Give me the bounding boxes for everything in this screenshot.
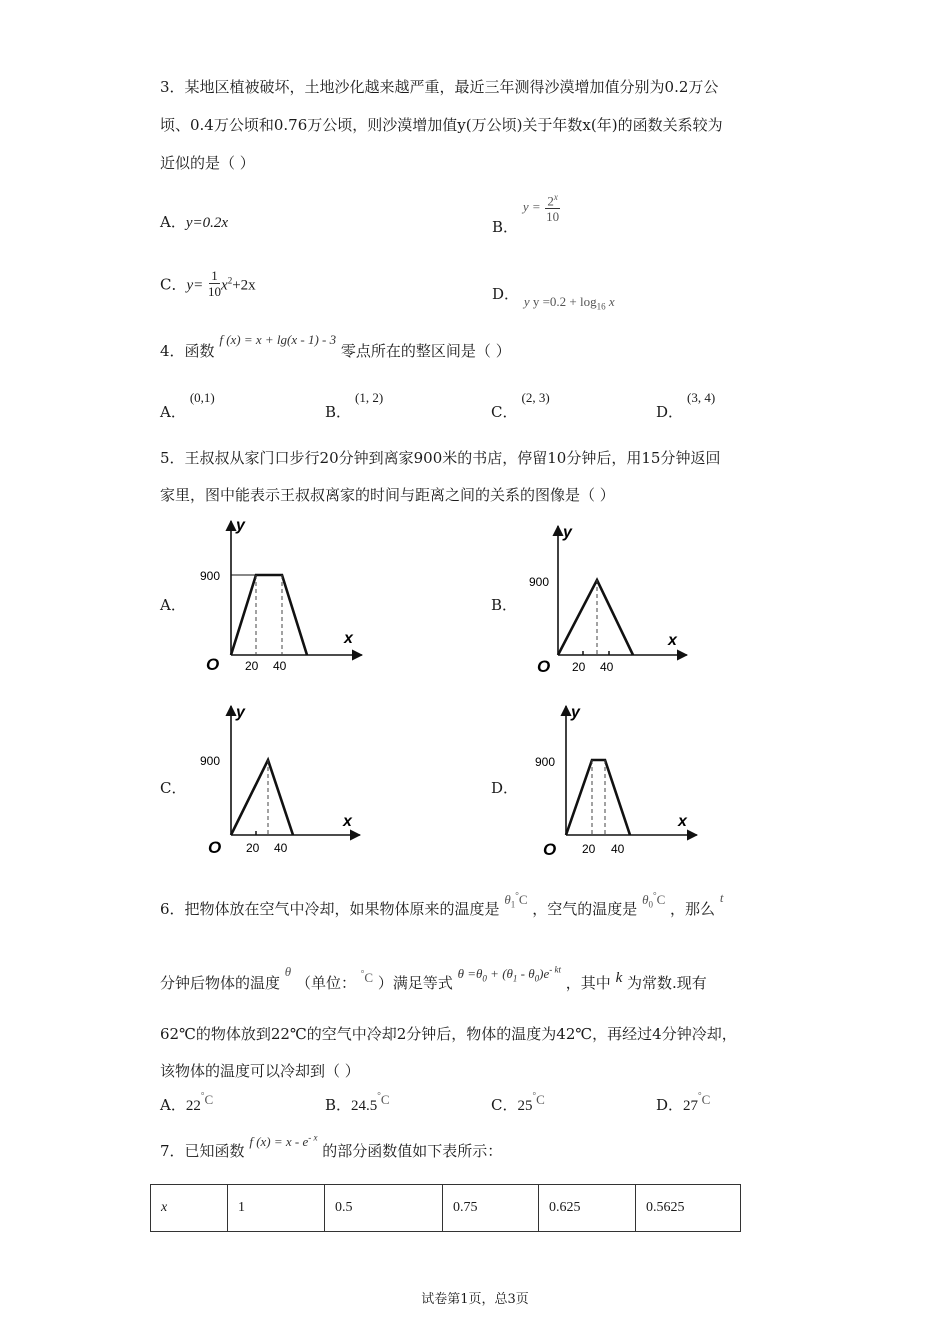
q4-option-d: D．(3, 4) — [656, 390, 716, 421]
origin-label: O — [543, 840, 557, 859]
q6-line4: 该物体的温度可以冷却到（ ） — [160, 1062, 360, 1080]
x-tick-label-1: 20 — [245, 659, 259, 673]
graph-a-label: A． — [160, 596, 186, 614]
y-axis-label: y — [571, 704, 580, 721]
q3-option-a: A．y=0.2x — [160, 213, 229, 231]
distance-line — [231, 760, 293, 835]
function-value-table — [150, 1184, 741, 1232]
distance-line — [558, 580, 633, 655]
y-axis-label: y — [563, 524, 572, 541]
graph-b-label: B． — [491, 596, 518, 614]
q3-option-c: C．y= $\frac{1}{10}$ $x^2+2x$ — [160, 268, 256, 299]
graph-c — [200, 700, 370, 864]
x-axis-label: x — [678, 813, 687, 830]
x-tick-label-2: 40 — [273, 659, 287, 673]
q3-line3: 近似的是（ ） — [160, 154, 255, 172]
x-tick-label-2: 40 — [600, 660, 614, 674]
page-footer: 试卷第1页，总3页 — [421, 1292, 529, 1307]
graph-b — [527, 520, 697, 684]
y-tick-label: 900 — [200, 569, 221, 583]
q4-option-a: A．(0,1) — [160, 390, 215, 421]
x-tick-label-1: 20 — [572, 660, 586, 674]
x-axis-label: x — [343, 813, 352, 830]
y-tick-label: 900 — [529, 575, 550, 589]
table-cell: 0.5 — [325, 1185, 443, 1232]
q4-stem: 4．函数 f (x) = x + lg(x - 1) - 3 零点所在的整区间是（ ） — [160, 332, 511, 360]
q6-line3: 62℃的物体放到22℃的空气中冷却2分钟后，物体的温度为42℃，再经过4分钟冷却， — [160, 1025, 737, 1043]
x-tick-label-1: 20 — [246, 841, 260, 855]
distance-line — [566, 760, 630, 835]
y-axis-label: y — [236, 517, 245, 534]
x-tick-label-2: 40 — [611, 842, 625, 856]
table-cell: 0.5625 — [636, 1185, 741, 1232]
graph-a — [200, 515, 370, 679]
q6-line2: 分钟后物体的温度 θ （单位： °C ）满足等式 $\theta =\theta_0 + (\theta_1 - \theta_0)e^{- kt}$ ，其中 k 为常数.现有 — [160, 964, 707, 992]
distance-line — [231, 575, 307, 655]
graph-d — [535, 700, 705, 864]
q7-stem: 7．已知函数 f $(x) = x - e^{- x}$ 的部分函数值如下表所示： — [160, 1132, 503, 1160]
origin-label: O — [537, 657, 551, 676]
y-tick-label: 900 — [200, 754, 221, 768]
q3-line2: 顷、0.4万公顷和0.76万公顷，则沙漠增加值y(万公顷)关于年数x(年)的函数关系较为 — [160, 116, 723, 134]
table-cell: 0.625 — [539, 1185, 636, 1232]
q6-option-c: C．25°C — [491, 1090, 545, 1114]
y-tick-label: 900 — [535, 755, 556, 769]
q4-option-b: B．(1, 2) — [325, 390, 384, 421]
x-axis-label: x — [668, 632, 677, 649]
q4-option-c: C．(2, 3) — [491, 390, 550, 421]
q5-line2: 家里，图中能表示王叔叔离家的时间与距离之间的关系的图像是（ ） — [160, 486, 615, 504]
graph-c-label: C． — [160, 779, 187, 797]
x-tick-label-2: 40 — [274, 841, 288, 855]
x-tick-label-1: 20 — [582, 842, 596, 856]
origin-label: O — [206, 655, 220, 674]
q6-line1: 6．把物体放在空气中冷却，如果物体原来的温度是 $\theta_1^\circ C$ ，空气的温度是 $\theta_0^\circ C$ ，那么 t — [160, 890, 724, 918]
x-axis-label: x — [344, 630, 353, 647]
q6-option-b: B．24.5°C — [325, 1090, 390, 1114]
origin-label: O — [208, 838, 222, 857]
q3-option-b: B． y = $\frac{2^x}{10}$ — [492, 192, 560, 237]
graph-d-label: D． — [491, 779, 519, 797]
table-row — [151, 1185, 741, 1232]
q3-option-d: D． y $y =0.2 + \log_{16} x$ — [492, 285, 615, 312]
q3-line1: 3．某地区植被破坏，土地沙化越来越严重，最近三年测得沙漠增加值分别为0.2万公 — [160, 78, 719, 96]
q5-line1: 5．王叔叔从家门口步行20分钟到离家900米的书店，停留10分钟后，用15分钟返回 — [160, 449, 721, 467]
q6-option-a: A．22°C — [160, 1090, 214, 1114]
q6-option-d: D．27°C — [656, 1090, 711, 1114]
y-axis-label: y — [236, 704, 245, 721]
table-cell: x — [151, 1185, 228, 1232]
table-cell: 0.75 — [443, 1185, 539, 1232]
table-cell: 1 — [228, 1185, 325, 1232]
